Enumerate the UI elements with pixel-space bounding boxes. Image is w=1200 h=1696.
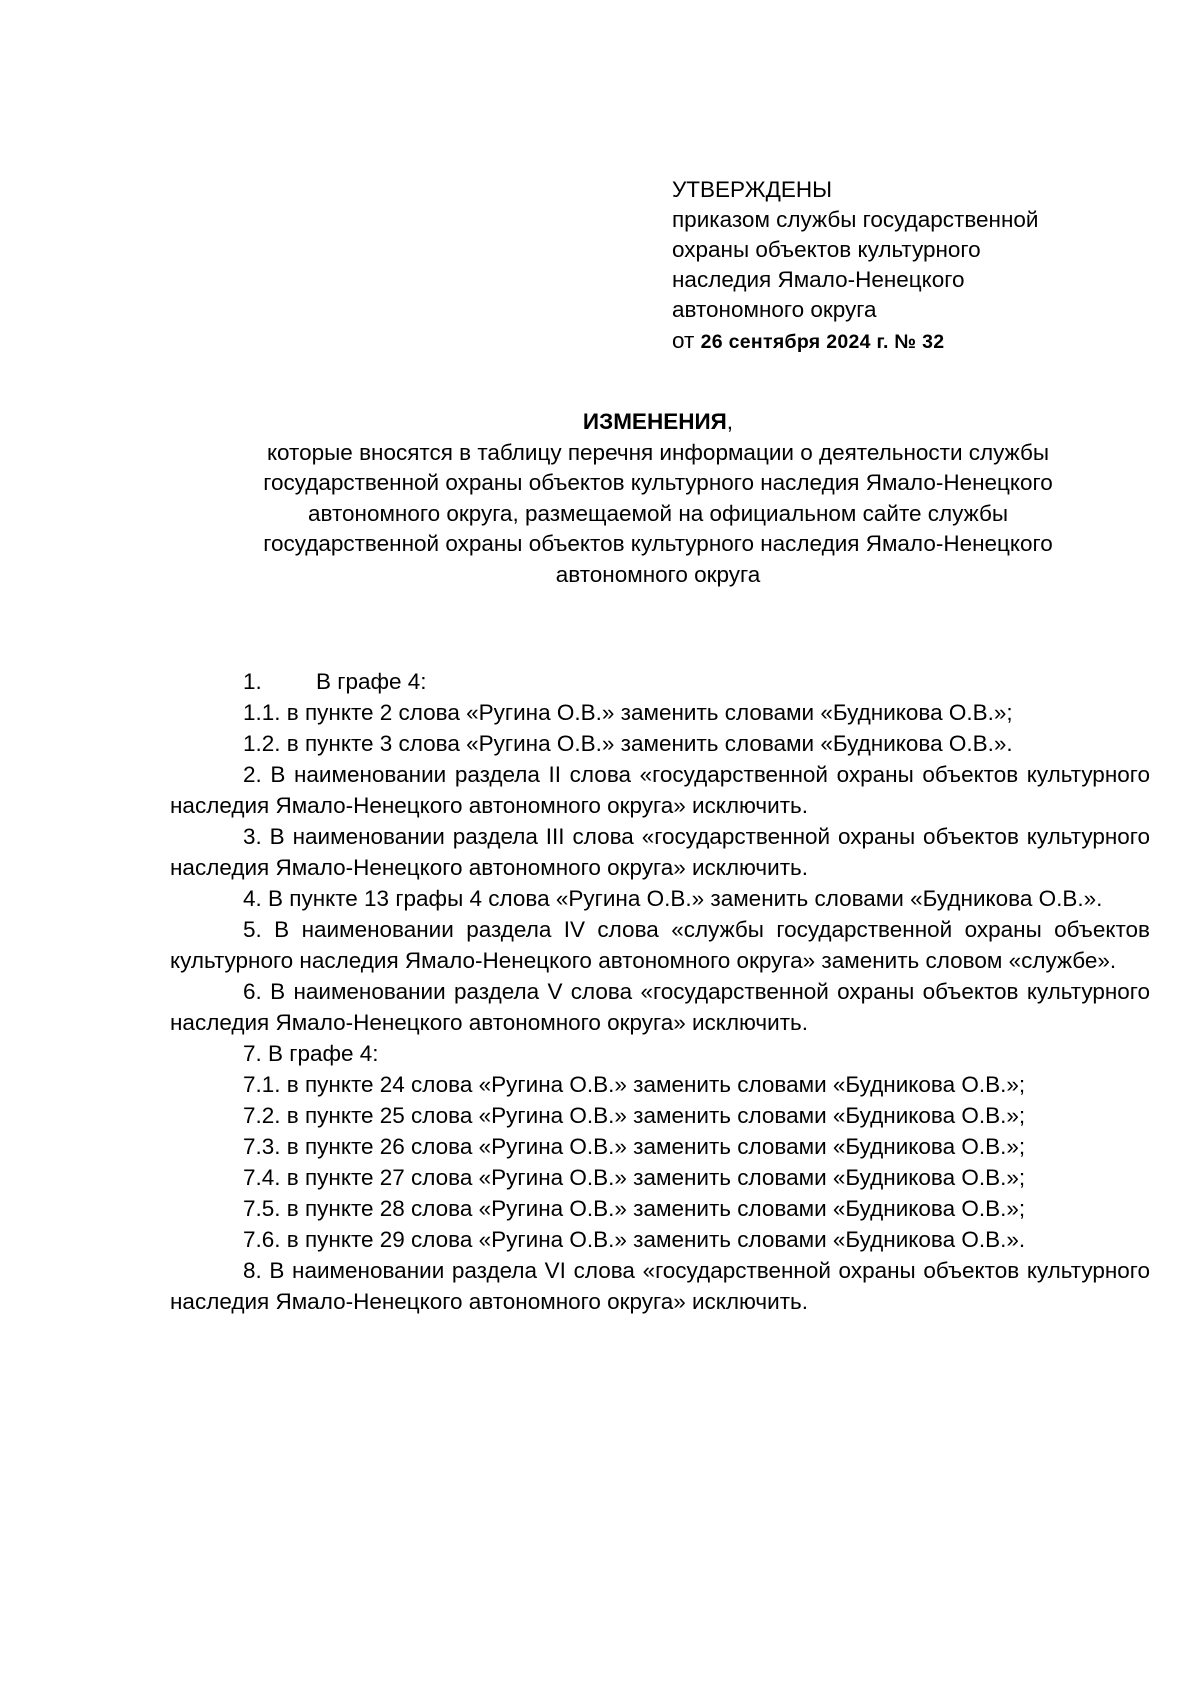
list-item: 8. В наименовании раздела VI слова «государственной охраны объектов культурного наследия Ямало-Ненецкого автономного округа» исключить.: [170, 1258, 1150, 1314]
approval-date-prefix: от: [672, 328, 695, 353]
document-subtitle-line: государственной охраны объектов культурного наследия Ямало-Ненецкого: [263, 470, 1053, 495]
approval-date-value: 26 сентября 2024 г. № 32: [700, 331, 945, 353]
approval-stamp: [672, 175, 1142, 357]
approval-line: приказом службы государственной: [672, 207, 1039, 232]
document-subtitle-line: автономного округа, размещаемой на официальном сайте службы: [307, 500, 1009, 526]
list-item: 7. В графе 4:: [243, 1041, 379, 1066]
approval-line: автономного округа: [672, 297, 877, 322]
list-item: 7.2. в пункте 25 слова «Ругина О.В.» заменить словами «Будникова О.В.»;: [243, 1103, 1026, 1128]
list-item: 4. В пункте 13 графы 4 слова «Ругина О.В.» заменить словами «Будникова О.В.».: [243, 886, 1103, 911]
list-item: 2. В наименовании раздела II слова «государственной охраны объектов культурного наследия Ямало-Ненецкого автономного округа» исключить.: [170, 762, 1150, 818]
list-item: 7.1. в пункте 24 слова «Ругина О.В.» заменить словами «Будникова О.В.»;: [243, 1072, 1026, 1097]
list-item: 7.3. в пункте 26 слова «Ругина О.В.» заменить словами «Будникова О.В.»;: [243, 1134, 1026, 1159]
approval-date-line: [672, 326, 1142, 357]
list-item: [170, 666, 1150, 697]
document-subtitle-line: государственной охраны объектов культурного наследия Ямало-Ненецкого: [263, 531, 1053, 556]
list-item: 5. В наименовании раздела IV слова «службы государственной охраны объектов культурного наследия Ямало-Ненецкого автономного округа» заменить словом «службе».: [170, 917, 1150, 973]
document-heading: [150, 407, 1166, 438]
list-item: 7.4. в пункте 27 слова «Ругина О.В.» заменить словами «Будникова О.В.»;: [243, 1165, 1026, 1190]
document-title-block: [150, 407, 1166, 590]
list-item: 1.2. в пункте 3 слова «Ругина О.В.» заменить словами «Будникова О.В.».: [243, 731, 1013, 756]
document-subtitle-line: автономного округа: [555, 561, 761, 587]
list-item-text: В графе 4:: [316, 669, 427, 694]
list-item: 6. В наименовании раздела V слова «государственной охраны объектов культурного наследия Ямало-Ненецкого автономного округа» исключить.: [170, 979, 1150, 1035]
approval-line: охраны объектов культурного: [672, 237, 981, 262]
list-item: 7.6. в пункте 29 слова «Ругина О.В.» заменить словами «Будникова О.В.».: [243, 1227, 1026, 1252]
list-item: 1.1. в пункте 2 слова «Ругина О.В.» заменить словами «Будникова О.В.»;: [243, 700, 1013, 725]
approval-line: наследия Ямало-Ненецкого: [672, 267, 965, 292]
approval-title: УТВЕРЖДЕНЫ: [672, 177, 832, 202]
document-heading-text: ИЗМЕНЕНИЯ: [582, 409, 727, 434]
document-heading-suffix: ,: [726, 409, 734, 434]
list-item: 3. В наименовании раздела III слова «государственной охраны объектов культурного наследия Ямало-Ненецкого автономного округа» исключить.: [170, 824, 1150, 880]
list-item: 7.5. в пункте 28 слова «Ругина О.В.» заменить словами «Будникова О.В.»;: [243, 1196, 1026, 1221]
document-subtitle-line: которые вносятся в таблицу перечня информации о деятельности службы: [266, 439, 1050, 465]
list-item-number: 1.: [243, 669, 262, 694]
document-body: [170, 666, 1150, 1317]
